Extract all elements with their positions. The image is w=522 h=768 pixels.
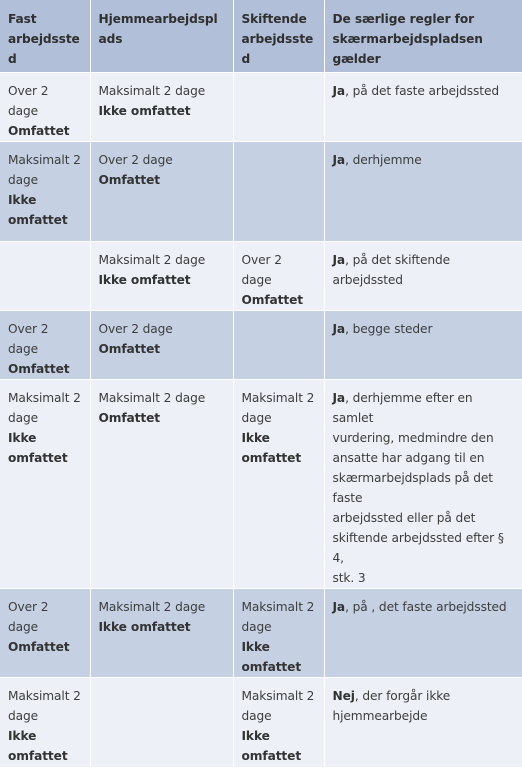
header-skiftende-arbejdssted	[233, 0, 324, 73]
rule-detail-text: , derhjemme efter en samlet	[332, 391, 473, 425]
cell-hjemmearbejdsplads	[90, 73, 233, 142]
day-limit-text: Over 2 dage	[8, 322, 49, 356]
day-limit-text: Maksimalt 2	[241, 600, 315, 614]
cell-fast-arbejdssted	[0, 380, 90, 589]
day-limit-text: Maksimalt 2 dage	[98, 391, 206, 405]
cell-regler-gaelder	[324, 678, 522, 768]
rule-answer: Ja	[332, 253, 346, 267]
day-limit-text: dage	[241, 620, 272, 634]
coverage-status: Ikke omfattet	[98, 620, 191, 634]
day-limit-text: Over 2 dage	[8, 600, 49, 634]
day-limit-text: Maksimalt 2	[8, 391, 81, 405]
cell-skiftende-arbejdssted	[233, 678, 324, 768]
header-hjemmearbejdsplads	[90, 0, 233, 73]
day-limit-text: Over 2 dage	[98, 322, 173, 336]
cell-regler-gaelder	[324, 589, 522, 678]
coverage-status: Ikke omfattet	[241, 729, 302, 763]
cell-regler-gaelder	[324, 380, 522, 589]
coverage-status: Omfattet	[241, 293, 304, 307]
cell-regler-gaelder	[324, 242, 522, 311]
day-limit-text: Maksimalt 2	[241, 689, 315, 703]
rule-detail-text: vurdering, medmindre den	[332, 431, 494, 445]
rule-detail-text: , begge steder	[345, 322, 433, 336]
cell-hjemmearbejdsplads	[90, 589, 233, 678]
rule-detail-text: , på , det faste arbejdssted	[345, 600, 507, 614]
rule-first-line	[333, 686, 515, 706]
cell-fast-arbejdssted	[0, 73, 90, 142]
rule-first-line	[333, 250, 515, 270]
day-limit-text: Over 2 dage	[241, 253, 282, 287]
rule-answer: Ja	[332, 391, 346, 405]
rule-first-line	[333, 81, 515, 101]
rule-detail-text: arbejdssted	[332, 273, 403, 287]
cell-hjemmearbejdsplads	[90, 311, 233, 380]
header-text-line: skærmarbejdspladsen gælder	[332, 32, 483, 66]
header-text-line: arbejdssted	[241, 32, 314, 66]
header-text-line: Fast	[8, 12, 37, 26]
header-fast-arbejdssted	[0, 0, 90, 73]
table-row	[0, 242, 522, 311]
rule-first-line	[333, 597, 515, 617]
header-row	[0, 0, 522, 73]
rule-detail-text: , der forgår ikke	[354, 689, 451, 703]
rule-answer: Ja	[332, 84, 346, 98]
day-limit-text: Over 2 dage	[98, 153, 173, 167]
table-row	[0, 678, 522, 768]
coverage-status: Ikke omfattet	[8, 431, 68, 465]
rule-first-line	[333, 388, 515, 428]
cell-hjemmearbejdsplads	[90, 678, 233, 768]
cell-fast-arbejdssted	[0, 678, 90, 768]
rule-answer: Ja	[332, 600, 346, 614]
cell-skiftende-arbejdssted	[233, 589, 324, 678]
coverage-status: Ikke omfattet	[241, 640, 302, 674]
rule-detail-text: arbejdssted eller på det	[332, 511, 476, 525]
rule-detail-text: skærmarbejdsplads på det	[332, 471, 493, 485]
header-text-line: arbejdssted	[8, 32, 80, 66]
cell-fast-arbejdssted	[0, 589, 90, 678]
day-limit-text: dage	[241, 411, 272, 425]
coverage-status: Ikke omfattet	[98, 273, 191, 287]
header-text-line: Skiftende	[241, 12, 307, 26]
coverage-status: Omfattet	[8, 640, 70, 654]
rule-detail-text: hjemmearbejde	[332, 709, 428, 723]
rule-detail-text: ansatte har adgang til en	[332, 451, 485, 465]
day-limit-text: dage	[241, 709, 272, 723]
cell-skiftende-arbejdssted	[233, 311, 324, 380]
cell-fast-arbejdssted	[0, 242, 90, 311]
cell-fast-arbejdssted	[0, 142, 90, 242]
rule-detail-text: skiftende arbejdssted efter § 4,	[332, 531, 504, 565]
rule-detail-text: , på det faste arbejdssted	[345, 84, 499, 98]
coverage-status: Omfattet	[98, 173, 161, 187]
day-limit-text: Maksimalt 2 dage	[98, 253, 206, 267]
day-limit-text: Over 2 dage	[8, 84, 49, 118]
coverage-status: Ikke omfattet	[241, 431, 302, 465]
coverage-status: Omfattet	[98, 411, 161, 425]
coverage-status: Ikke omfattet	[8, 729, 68, 763]
cell-skiftende-arbejdssted	[233, 73, 324, 142]
table-row	[0, 589, 522, 678]
rule-first-line	[333, 150, 515, 170]
rule-answer: Ja	[332, 153, 346, 167]
cell-hjemmearbejdsplads	[90, 142, 233, 242]
header-text-line: Hjemmearbejdsplads	[98, 12, 218, 46]
day-limit-text: Maksimalt 2	[241, 391, 315, 405]
day-limit-text: dage	[8, 709, 39, 723]
rule-answer: Ja	[332, 322, 346, 336]
cell-hjemmearbejdsplads	[90, 242, 233, 311]
coverage-status: Omfattet	[8, 362, 70, 376]
table-body	[0, 73, 522, 768]
cell-skiftende-arbejdssted	[233, 142, 324, 242]
day-limit-text: Maksimalt 2	[8, 153, 81, 167]
cell-regler-gaelder	[324, 73, 522, 142]
cell-regler-gaelder	[324, 142, 522, 242]
table-row	[0, 380, 522, 589]
table-row	[0, 311, 522, 380]
rule-detail-text: , derhjemme	[345, 153, 422, 167]
cell-hjemmearbejdsplads	[90, 380, 233, 589]
header-text-line: De særlige regler for	[332, 12, 475, 26]
cell-skiftende-arbejdssted	[233, 380, 324, 589]
rule-detail-text: faste	[332, 491, 363, 505]
day-limit-text: dage	[8, 173, 39, 187]
coverage-status: Ikke omfattet	[8, 193, 68, 227]
coverage-status: Ikke omfattet	[98, 104, 191, 118]
day-limit-text: Maksimalt 2 dage	[98, 84, 206, 98]
day-limit-text: dage	[8, 411, 39, 425]
day-limit-text: Maksimalt 2	[8, 689, 81, 703]
coverage-status: Omfattet	[8, 124, 70, 138]
rule-first-line	[333, 319, 515, 339]
cell-regler-gaelder	[324, 311, 522, 380]
table-row	[0, 73, 522, 142]
cell-fast-arbejdssted	[0, 311, 90, 380]
rule-answer: Nej	[332, 689, 355, 703]
header-saerlige-regler	[324, 0, 522, 73]
cell-skiftende-arbejdssted	[233, 242, 324, 311]
rule-detail-text: stk. 3	[332, 571, 366, 585]
day-limit-text: Maksimalt 2 dage	[98, 600, 206, 614]
table-row	[0, 142, 522, 242]
coverage-status: Omfattet	[98, 342, 161, 356]
rule-detail-text: , på det skiftende	[345, 253, 451, 267]
